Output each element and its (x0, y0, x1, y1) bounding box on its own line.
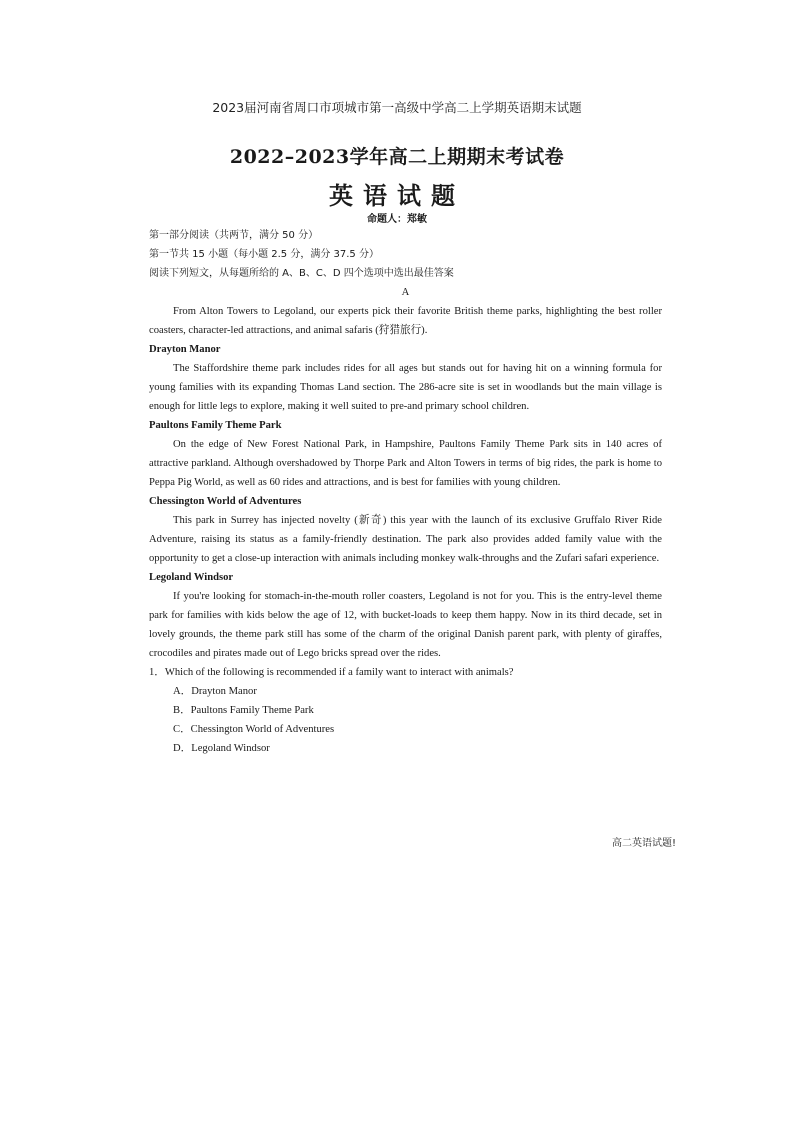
question-stem: 1．Which of the following is recommended if a family want to interact with animals? (149, 667, 514, 678)
section-heading-legoland: Legoland Windsor (149, 572, 234, 583)
exam-content (149, 226, 662, 758)
page-footer: 高二英语试题! (611, 838, 676, 849)
exam-subject: 英语试题 (329, 181, 465, 210)
section-text-chessington: This park in Surrey has injected novelty (新奇) this year with the launch of its exclusive Gruffalo River Ride Adventure, raising its status as a family-friendly destination. The park also provides added family value with the opportunity to get a close-up interaction with animals including monkey walk-throughs and the Zufari safari experience. (149, 515, 662, 564)
question-option-c[interactable]: C．Chessington World of Adventures (173, 724, 335, 735)
question-option-d[interactable]: D．Legoland Windsor (173, 743, 270, 754)
passage-intro: From Alton Towers to Legoland, our experts pick their favorite British theme parks, highlighting the best roller coasters, character-led attractions, and animal safaris (狩猎旅行). (149, 306, 662, 336)
document-header: 2023届河南省周口市项城市第一高级中学高二上学期英语期末试题 (212, 100, 582, 115)
section-heading-drayton: Drayton Manor (149, 344, 221, 355)
section-heading-chessington: Chessington World of Adventures (149, 496, 302, 507)
exam-title: 2022–2023学年高二上期期末考试卷 (229, 146, 565, 168)
instruction-directions: 阅读下列短文，从每题所给的 A、B、C、D 四个选项中选出最佳答案 (149, 268, 454, 279)
question-option-a[interactable]: A．Drayton Manor (173, 686, 257, 697)
section-text-legoland: If you're looking for stomach-in-the-mouth roller coasters, Legoland is not for you. This is the entry-level theme park for families with kids below the age of 12, with bucket-loads to keep them happy. Now in its third decade, set in lovely grounds, the theme park still has some of the charm of the original Danish parent park, with plenty of giraffes, crocodiles and pirates made out of Lego bricks spread over the rides. (149, 591, 662, 659)
instruction-section1: 第一节共 15 小题（每小题 2.5 分，满分 37.5 分） (149, 249, 379, 260)
passage-label: A (401, 287, 410, 298)
section-heading-paultons: Paultons Family Theme Park (149, 420, 282, 431)
question-option-b[interactable]: B．Paultons Family Theme Park (173, 705, 314, 716)
instruction-part1: 第一部分阅读（共两节，满分 50 分） (149, 230, 319, 241)
section-text-paultons: On the edge of New Forest National Park, in Hampshire, Paultons Family Theme Park sits in 140 acres of attractive parkland. Although overshadowed by Thorpe Park and Alton Towers in terms of big rides, the park is home to Peppa Pig World, as well as 60 rides and attractions, and is best for families with young children. (149, 439, 662, 488)
section-text-drayton: The Staffordshire theme park includes rides for all ages but stands out for having hit on a winning formula for young families with its expanding Thomas Land section. The 286-acre site is set in woodlands but the main village is enough for little legs to explore, making it well suited to pre-and primary school children. (149, 363, 662, 412)
exam-author: 命题人：郑敏 (367, 214, 427, 225)
